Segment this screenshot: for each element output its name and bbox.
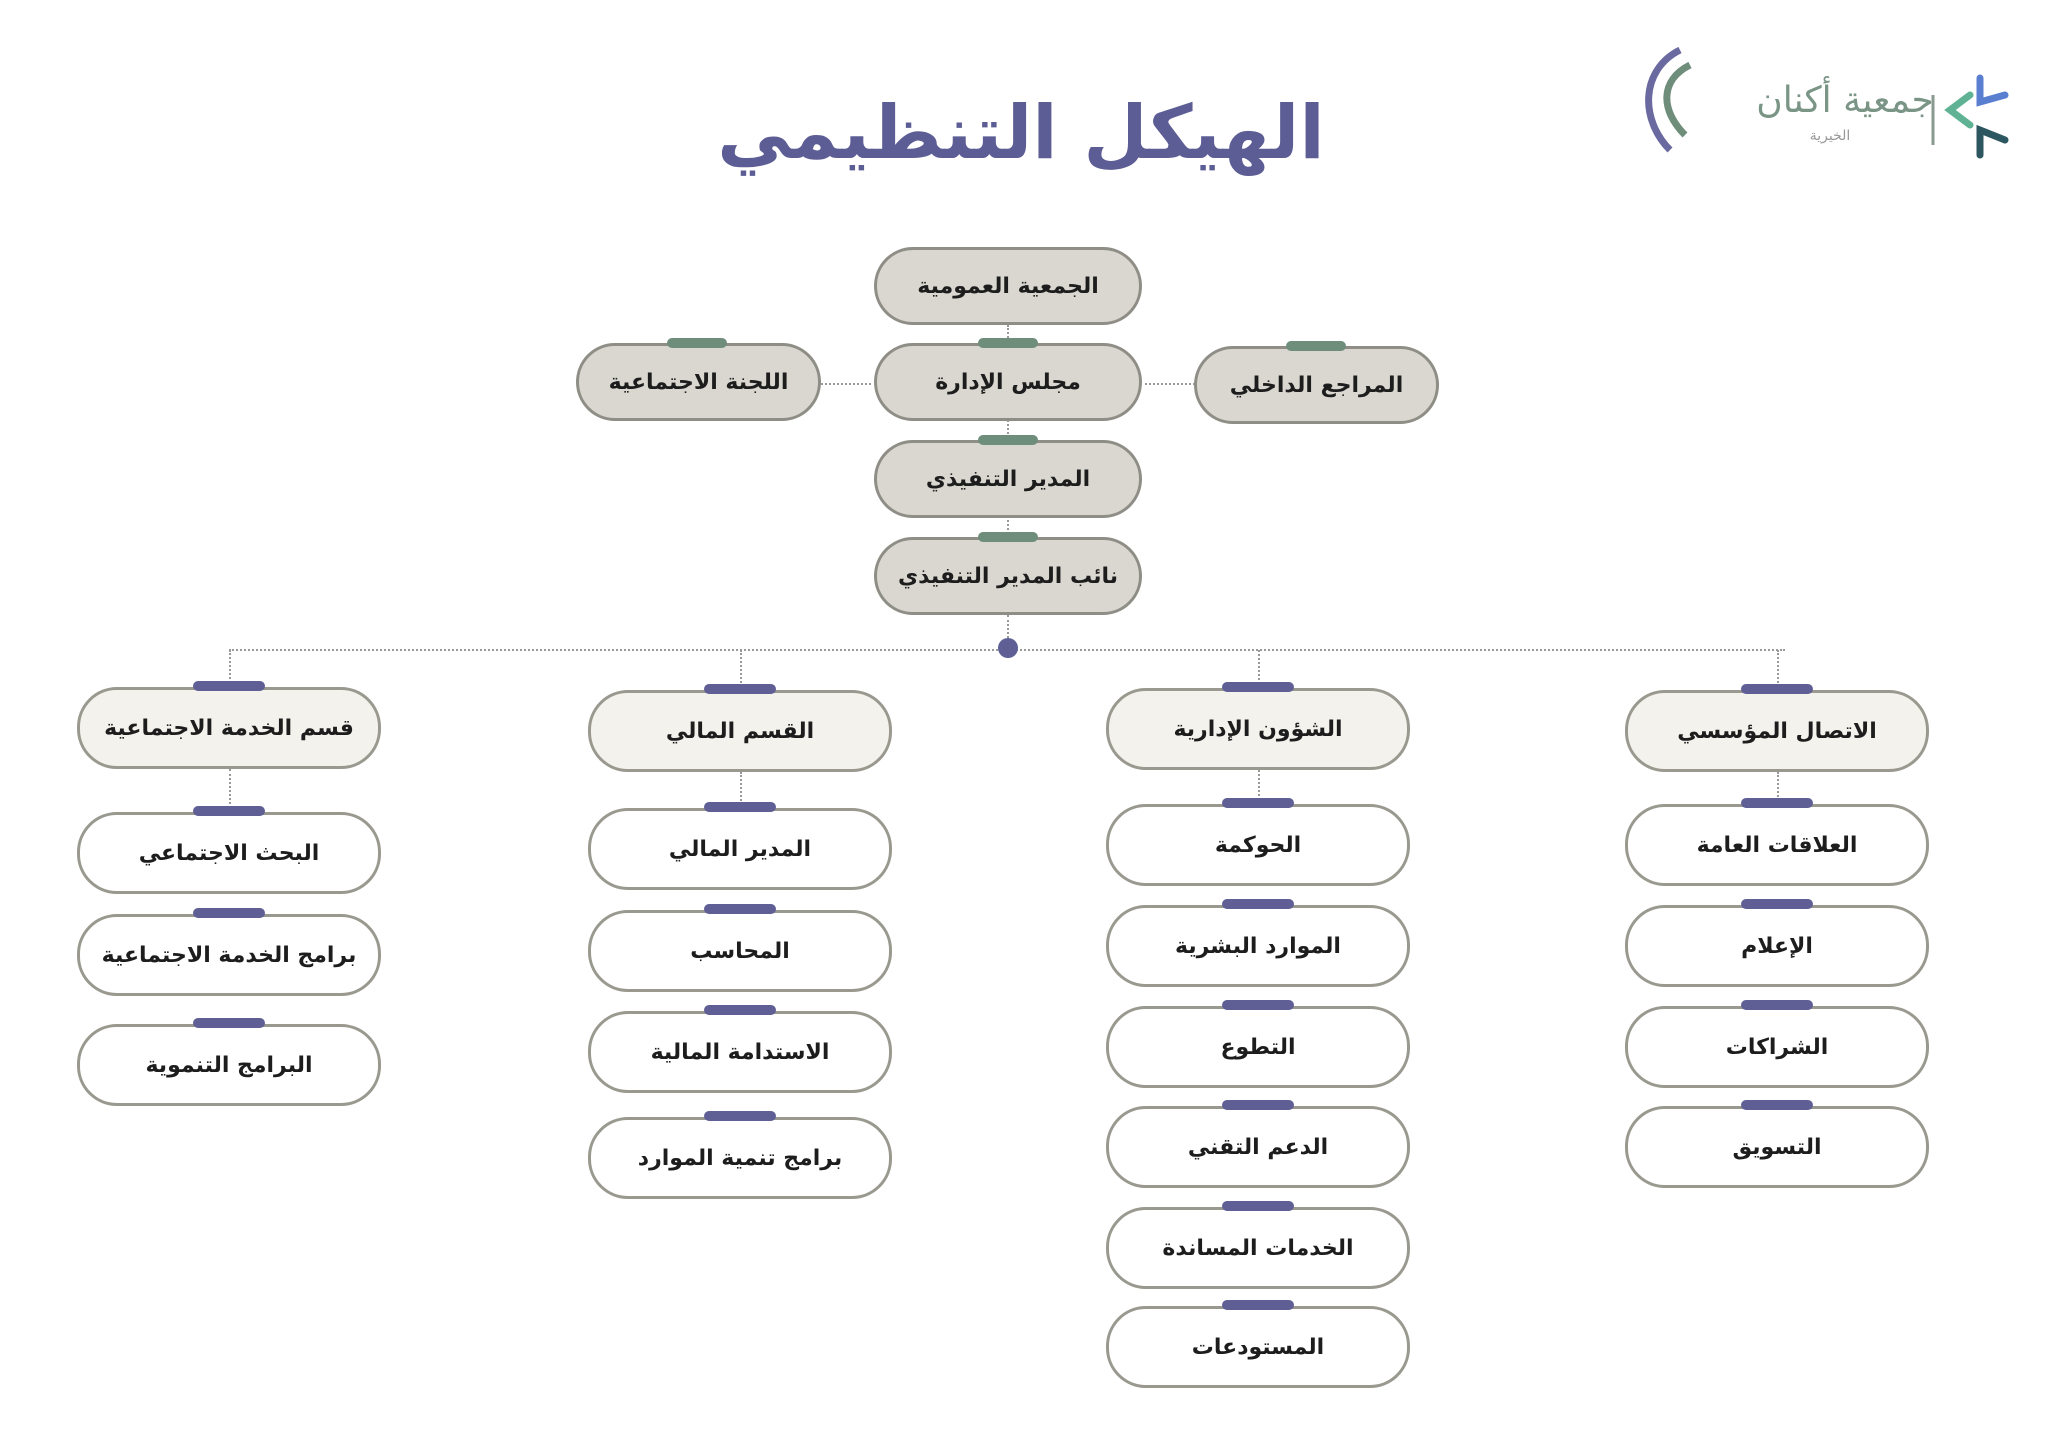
node-tab [193,806,265,816]
node-executive-director [874,440,1142,518]
node-label: القسم المالي [665,718,815,744]
node-label: البرامج التنموية [145,1052,313,1078]
node-internal-auditor [1194,346,1439,424]
svg-text:جمعية أكنان: جمعية أكنان [1756,80,1934,121]
connector-line [821,383,871,385]
unit-node [1106,1207,1410,1289]
node-label: الشؤون الإدارية [1173,716,1343,742]
node-board [874,343,1142,421]
node-label: المدير التنفيذي [925,466,1091,492]
department-header [588,690,892,772]
node-tab [704,1111,776,1121]
node-label: الخدمات المساندة [1162,1235,1354,1261]
unit-node [1625,1006,1929,1088]
unit-node [77,1024,381,1106]
node-label: نائب المدير التنفيذي [897,563,1119,589]
node-label: برامج الخدمة الاجتماعية [101,942,357,968]
node-label: الاستدامة المالية [650,1039,830,1065]
node-label: الحوكمة [1214,832,1302,858]
node-tab [704,684,776,694]
node-tab [704,802,776,812]
junction-dot [998,638,1018,658]
node-tab [1286,341,1346,351]
node-deputy-director [874,537,1142,615]
node-label: المحاسب [690,938,790,964]
node-tab [667,338,727,348]
node-tab [1741,1100,1813,1110]
node-label: الجمعية العمومية [917,273,1099,299]
unit-node [588,1117,892,1199]
node-label: برامج تنمية الموارد [637,1145,843,1171]
node-tab [1222,1000,1294,1010]
unit-node [1625,905,1929,987]
node-label: الموارد البشرية [1175,933,1341,959]
page-title: الهيكل التنظيمي [717,90,1325,176]
unit-node [1106,1306,1410,1388]
department-header [1106,688,1410,770]
node-tab [978,532,1038,542]
node-tab [1222,1300,1294,1310]
node-tab [1741,798,1813,808]
unit-node [1106,905,1410,987]
node-label: الشراكات [1725,1034,1829,1060]
unit-node [588,910,892,992]
node-label: المدير المالي [668,836,812,862]
node-label: المستودعات [1191,1334,1325,1360]
node-label: قسم الخدمة الاجتماعية [104,715,354,741]
node-tab [704,1005,776,1015]
node-social-committee [576,343,821,421]
node-tab [1222,682,1294,692]
unit-node [1106,1106,1410,1188]
logo-icon [1620,40,2020,170]
node-tab [1741,1000,1813,1010]
node-tab [1222,1201,1294,1211]
node-label: التطوع [1220,1034,1296,1060]
node-tab [193,681,265,691]
unit-node [77,812,381,894]
department-header [77,687,381,769]
node-label: الدعم التقني [1187,1134,1329,1160]
node-label: الاتصال المؤسسي [1677,718,1877,744]
node-label: مجلس الإدارة [935,369,1081,395]
node-tab [1741,684,1813,694]
unit-node [588,1011,892,1093]
node-tab [193,1018,265,1028]
node-general-assembly [874,247,1142,325]
department-header [1625,690,1929,772]
node-label: البحث الاجتماعي [138,840,320,866]
node-label: المراجع الداخلي [1229,372,1404,398]
node-tab [1222,899,1294,909]
node-tab [1741,899,1813,909]
unit-node [1625,804,1929,886]
node-tab [1222,798,1294,808]
organization-logo [1620,40,2020,170]
unit-node [77,914,381,996]
node-tab [704,904,776,914]
node-tab [978,435,1038,445]
node-tab [978,338,1038,348]
node-label: الإعلام [1741,933,1813,959]
unit-node [588,808,892,890]
unit-node [1106,804,1410,886]
unit-node [1106,1006,1410,1088]
node-label: العلاقات العامة [1696,832,1858,858]
node-label: التسويق [1732,1134,1822,1160]
unit-node [1625,1106,1929,1188]
svg-text:الخيرية: الخيرية [1809,128,1851,144]
connector-line [1145,383,1195,385]
node-tab [1222,1100,1294,1110]
node-label: اللجنة الاجتماعية [608,369,789,395]
node-tab [193,908,265,918]
